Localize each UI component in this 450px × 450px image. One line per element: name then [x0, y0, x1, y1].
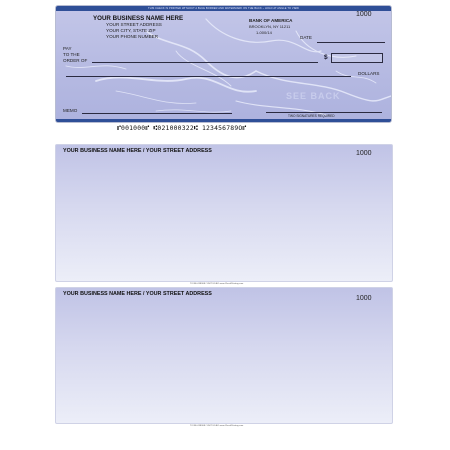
security-banner: THIS CHECK IS PRINTED WITHOUT A BLUE BORDER AND WATERMARK ON THE BACK ~ HOLD AT ANGLE TO VIEW: [148, 7, 299, 10]
stub-2: [55, 287, 393, 424]
pay-label: PAY: [63, 46, 72, 51]
order-of-label: ORDER OF: [63, 58, 88, 63]
business-street: YOUR STREET ADDRESS: [106, 22, 162, 27]
fraction-code: 1-000/14: [256, 30, 272, 35]
stub-2-footer: TO RE-ORDER: VISIT US AT: www.CheckPrinting.com: [190, 425, 244, 427]
business-phone: YOUR PHONE NUMBER: [106, 34, 159, 39]
amount-words-line[interactable]: [66, 76, 351, 77]
dollars-label: DOLLARS: [358, 71, 380, 76]
stub-1-footer: TO RE-ORDER: VISIT US AT: www.CheckPrinting.com: [190, 283, 244, 285]
amount-box[interactable]: [331, 53, 383, 63]
stub-2-header: YOUR BUSINESS NAME HERE / YOUR STREET ADDRESS: [63, 291, 212, 297]
dollar-sign: $: [324, 54, 328, 61]
stub-1-header: YOUR BUSINESS NAME HERE / YOUR STREET ADDRESS: [63, 148, 212, 154]
check: [55, 5, 392, 123]
stub-1-number: 1000: [356, 150, 372, 157]
signature-note: TWO SIGNATURES REQUIRED: [288, 114, 335, 118]
see-back-watermark: SEE BACK: [286, 91, 341, 101]
bank-city: BROOKLYN, NY 11211: [249, 24, 291, 29]
stub-1: [55, 144, 393, 282]
stub-2-number: 1000: [356, 295, 372, 302]
signature-line[interactable]: [266, 112, 382, 113]
business-name: YOUR BUSINESS NAME HERE: [93, 15, 184, 22]
bottom-border: [56, 119, 391, 122]
check-number: 1000: [356, 11, 372, 18]
business-city-state-zip: YOUR CITY, STATE ZIP: [106, 28, 156, 33]
date-line[interactable]: [317, 42, 385, 43]
date-label: DATE: [300, 35, 312, 40]
micr-line: ⑈001000⑈ ⑆021000322⑆ 123456789O⑈: [117, 124, 247, 132]
to-the-label: TO THE: [63, 52, 80, 57]
memo-label: MEMO: [63, 108, 78, 113]
payee-line[interactable]: [92, 62, 318, 63]
memo-line[interactable]: [82, 113, 232, 114]
bank-name: BANK OF AMERICA: [249, 18, 293, 23]
